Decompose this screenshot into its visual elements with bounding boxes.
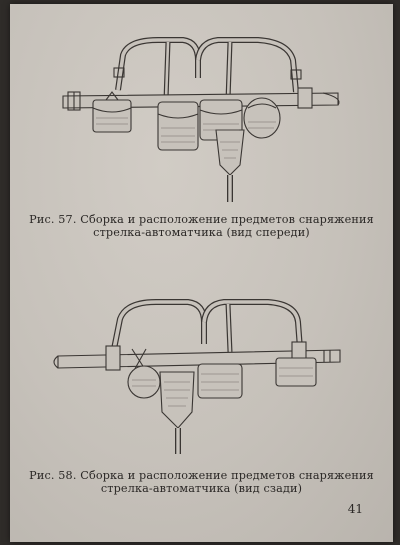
figure-57-caption xyxy=(10,213,393,239)
figure-58-caption xyxy=(10,469,393,495)
figure-58-illustration xyxy=(48,294,348,464)
figure-57-caption-line-1: Рис. 57. Сборка и расположение предметов снаряжения xyxy=(29,213,374,226)
page-number: 41 xyxy=(347,502,363,516)
figure-57-caption-line-2: стрелка-автоматчика (вид спереди) xyxy=(93,226,310,239)
figure-57-illustration xyxy=(48,30,348,210)
figure-58-caption-line-1: Рис. 58. Сборка и расположение предметов снаряжения xyxy=(29,469,374,482)
book-page xyxy=(10,4,393,542)
figure-58-caption-line-2: стрелка-автоматчика (вид сзади) xyxy=(100,482,303,495)
